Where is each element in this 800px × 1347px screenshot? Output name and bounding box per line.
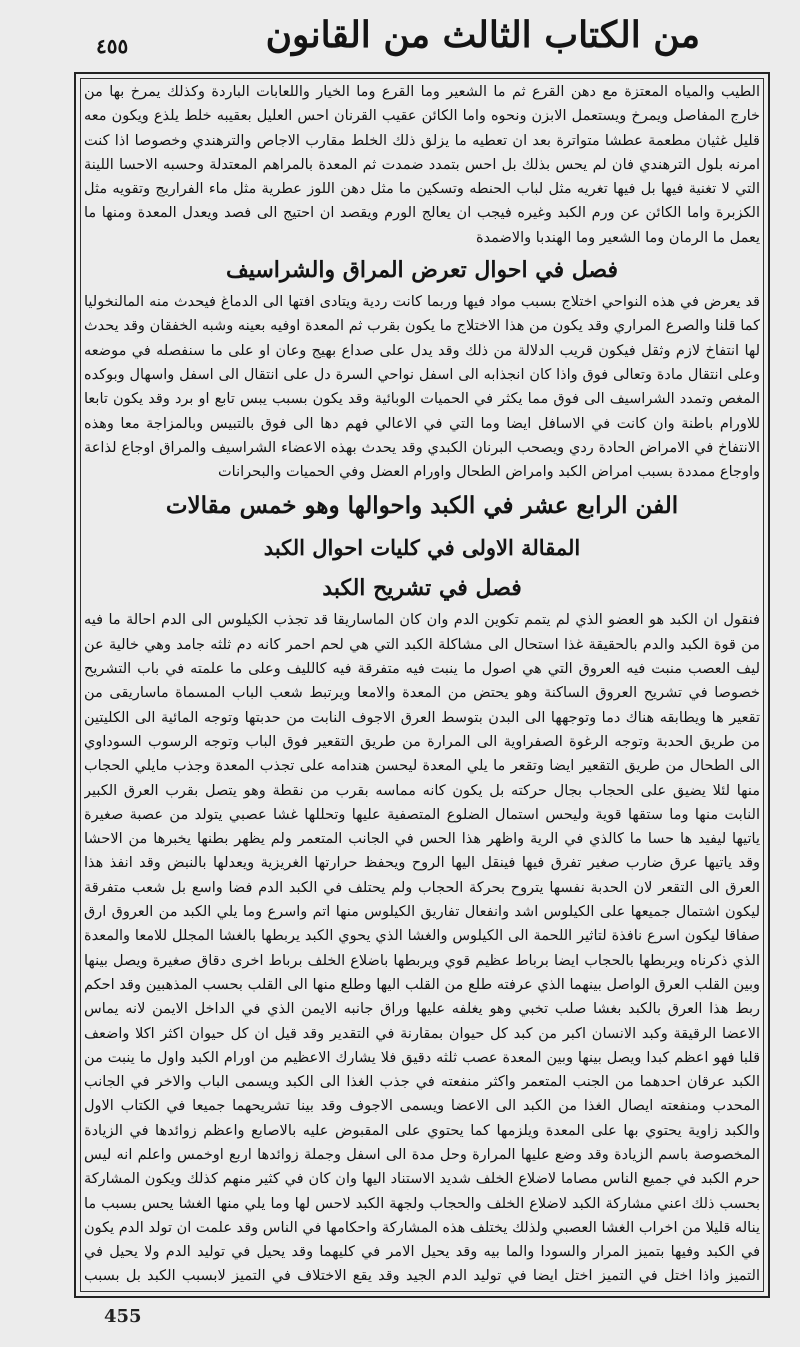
paragraph-maraq: قد يعرض في هذه النواحي اختلاج بسبب مواد فيها وربما كانت ردية ويتادى افتها الى الدماغ فيحدث منه المالنخوليا كما قلنا والصرع المراري وقد يكون من هذا الاختلاج ما يكون بقرب ثم المعدة اوفيه بعينه وشبه الخفقان وقد يحدث لها انتفاخ لازم وثقل فيكون قريب الدلالة من ذلك وقد يدل على صداع بهيج وعان او على ما سنفصله في موضعه وعلى انتقال مادة وتعالى فوق واذا كان انجذابه الى اسفل نواحي السرة دل على انتقال الى اسفل واسهال وبوكده المغص وتمدد الشراسيف الى فوق مما يكثر في الحميات الوبائية وقد يكون بسبب يبس تابع او برد وقد يكون تابعا للاورام باطنة وان كانت في الاسافل ايضا وما التي في الاعالي فهم دها الى فوق بالتبيس وبالمزاجة معا وهذه الانتفاخ في الامراض الحادة ردي ويصحب البرنان الكبدي وقد يحدث بهذه الاعضاء الشراسيف والمراق اوجاع لذاعة واوجاع ممددة بسبب امراض الكبد وامراض الطحال واورام العضل وفي الحميات والبحرانات bbox=[84, 294, 760, 481]
section-heading-maraq: فصل في احوال تعرض المراق والشراسيف bbox=[225, 257, 619, 284]
signature-mark: 455 bbox=[104, 1306, 142, 1327]
body-text bbox=[84, 80, 760, 1290]
maqala-heading: المقالة الاولى في كليات احوال الكبد bbox=[263, 535, 581, 561]
running-title: من الكتاب الثالث من القانون bbox=[265, 14, 700, 56]
section-heading-anatomy: فصل في تشريح الكبد bbox=[322, 575, 522, 602]
running-head bbox=[60, 8, 760, 68]
paragraph-anatomy: فنقول ان الكبد هو العضو الذي لم يتمم تكوين الدم وان كان الماساريقا قد تجذب الكيلوس الى الدم احالة ما فيه من قوة الكبد والدم بالحقيقة غذا استحال الى مشاكلة الكبد التي هي لحم احمر كانه دم ثلثه جامد وهي خالية عن ليف العصب منبت فيه العروق التي هي اصول ما ينبت فيه متفرقة فيه كالليف وعلى ما علمته في باب التشريح خصوصا في تشريح العروق الساكنة وهو يحتض من المعدة والامعا ويرتبط شعب الباب المسماة ماساريقى من تقعير ها ويطابقه هناك دما وتوجهها الى البدن بتوسط العرق الاجوف النابت من حدبتها وتوجه المائية الى الكليتين من طريق الحدبة وتوجه الرغوة الصفراوية الى المرارة من طريق التقعير فوق الباب وتوجه الرسوب السوداوي الى الطحال من طريق التقعير ايضا وتقعر ما يلي المعدة ليحسن هندامه على تجذب المعدة وجذب مايلي الحجاب منها لئلا يضيق على الحجاب بجال حركته بل يكون كانه مماسه بقرب من نقطة وهو يتصل بقرب العرق الكبير النابت منها وما ستقها قوية وليحس استمال الضلوع المتصفية عليها وتحللها غشا عصبي يتولد من عصبة صغيرة ياتيها ليفيد ها حسا ما كالذي في الرية واظهر هذا الحس في الجانب المتعمر ولم يظهر بطنها يخبرها من الاحشا وقد ياتيها عرق ضارب صغير تفرق فيها فينقل اليها الروح ويحفظ حرارتها الغريزية ويعدلها بالنبض وقد انفذ هذا العرق الى التقعر لان الحدبة نفسها يتروح بحركة الحجاب ولم يحتلف في الكبد الدم فضا واسع بل شعب متفرقة ليكون اشتمال جميعها على الكيلوس اشد وانفعال تفاريق الكيلوس منها اتم واسرع وما يلي الكبد من العروق ارق صفاقا ليكون اسرع نافذة لتاثير اللحمة الى الكيلوس والغشا الذي يحوي الكبد يربطها بالغشا المجلل للامعا والمعدة الذي ذكرناه ويربطها بالحجاب ايضا برباط عظيم قوي ويربطها باضلاع الخلف برباط اخرى دقاق صغيرة ويصل بينها وبين القلب العرق الواصل بينهما الذي عرفته طلع من القلب اليها وطلع منها الى القلب بحسب المذهبين وقد احكم ربط هذا العرق بالكبد بغشا صلب تخبي وهو يغلفه عليها وراق جانبه الايمن الذي في الداخل الايمن لانه يماس الاعضا الرقيقة وكبد الانسان اكبر من كبد كل حيوان بمقارنة في التقدير وقد قيل ان كل حيوان اكثر اكلا واضعف قلبا فهو اعظم كبدا ويصل بينها وبين المعدة عصب ثلثه دقيق فلا يشارك الاعظيم من اورام الكبد واول ما ينبت من الكبد عرقان احدهما من الجنب المتعمر واكثر منفعته في جذب الغذا الى الكبد ويسمى الباب والاخر في الجانب المحدب ومنفعته ايصال الغذا من الكبد الى الاعضا ويسمى الاجوف وقد بينا تشريحهما جميعا في الكتاب الاول والكبد زاوية يحتوي بها على المعدة ويلزمها كما يحتوي على المقبوض عليه بالاصابع واعظم زوائدها في الزيادة المخصوصة باسم الزيادة وقد وضع عليها المرارة وحل مدة الى اسفل وجملة زوائدها اربع اوخمس واعلم انه ليس حرم الكبد في جميع الناس مصاما لاضلاع الخلف شديد الاستناد اليها وان كان في كثير منهم كذلك ويكون المشاركة بحسب ذلك اعني مشاركة الكبد لاضلاع الخلف والحجاب ولجهة الكبد لاحس لها وما يلي منها الغشا يحس بسبب ما يناله قليلا من اخراب الغشا العصبي ولذلك يختلف هذه المشاركة واحكامها في الناس وقد علمت ان تولد الدم يكون في الكبد وفيها بتميز المرار والسودا والما بيه وقد يحيل الامر في كليهما وقد يحيل في توليد الدم ولا يحيل في التميز واذا اختل في التميز اختل ايضا في توليد الدم الجيد وقد يقع الاختلاف في التميز لابسبب الكبد بل بسبب bbox=[84, 612, 760, 1285]
paragraph-treatment-continuation: الطيب والمياه المعتزة مع دهن القرع ثم ما الشعير وما القرع وما الخيار واللعابات الباردة وكذلك يمرخ بها من خارج المفاصل ويمرخ ويستعمل الابزن ونحوه واما الكائن عقيب القرنان احس العليل بعقيبه خلط يلذع ويكون معه قليل غثيان مطعمة عطشا متواترة بعد ان تعطيه ما يزلق ذلك الخلط مقارب الاجاص والترهندي وخصوصا اذا كنت امرنه بلول الترهندي فان لم يحس بذلك بل احس بتمدد ضمدت ثم المعدة بالمراهم المعتدلة وحسبه الاحسا اللينة التي لا تغنية فيها بل فيها تغريه مثل لباب الحنطه وتسكين ما مثل دهن اللوز عطرية مثل ماء الفراريج وتقويه مثل الكزبرة واما الكائن عن ورم الكبد وغيره فيجب ان يعالج الورم ويقصد ان احتيج الى فصد ويعدل المعدة ومنها ما يعمل ما الرمان وما الشعير وما الهندبا والاضمدة bbox=[84, 84, 760, 246]
page-number: ٤٥٥ bbox=[96, 34, 129, 58]
fann-heading: الفن الرابع عشر في الكبد واحوالها وهو خمس مقالات bbox=[165, 492, 679, 520]
